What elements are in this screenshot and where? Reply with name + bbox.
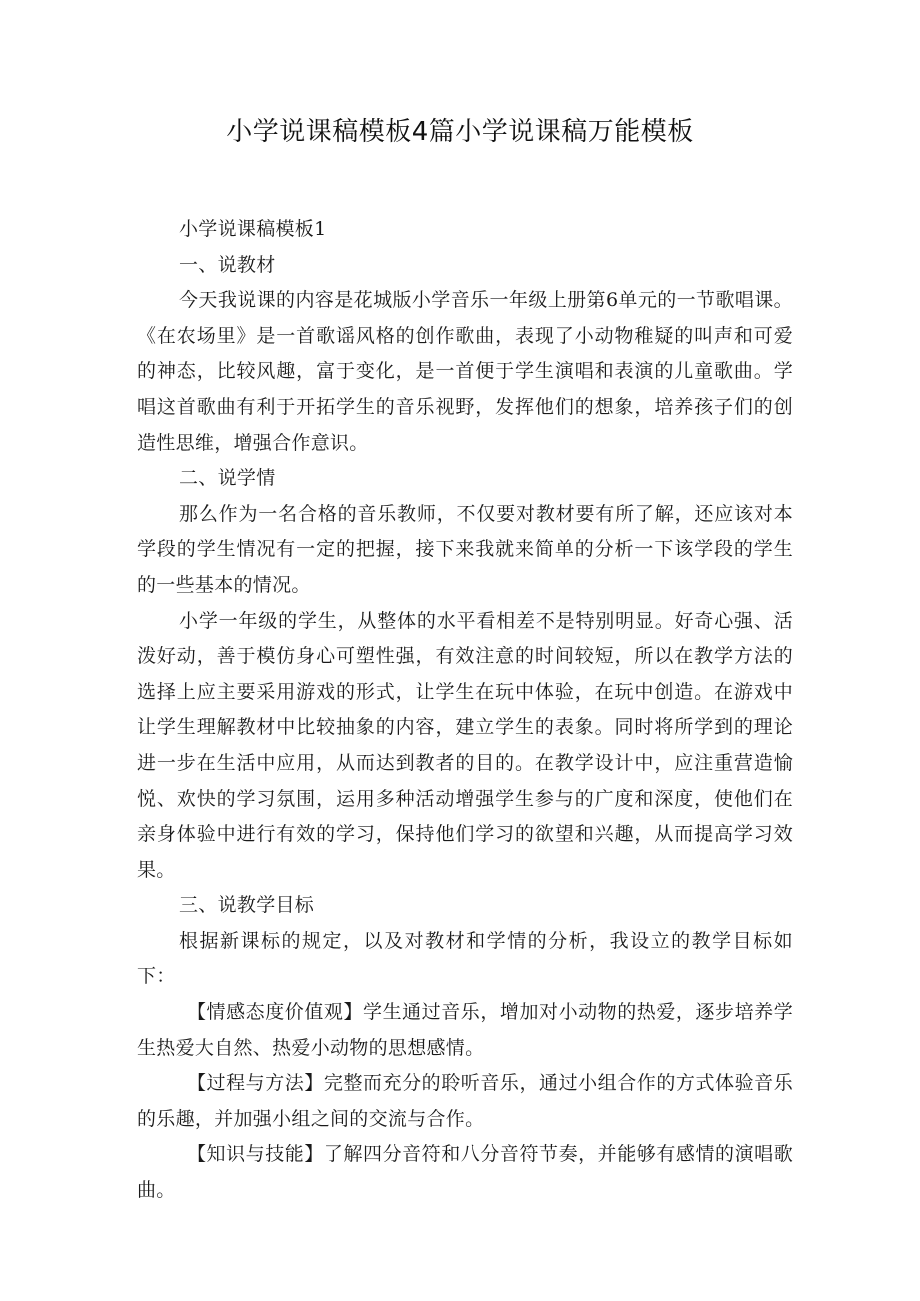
document-title: 小学说课稿模板4篇小学说课稿万能模板: [226, 117, 694, 147]
paragraph-students-intro: 那么作为一名合格的音乐教师，不仅要对教材要有所了解，还应该对本学段的学生情况有一定的把握，接下来我就来简单的分析一下该学段的学生的一些基本的情况。: [137, 502, 793, 596]
goal-emotion: 【情感态度价值观】学生通过音乐，增加对小动物的热爱，逐步培养学生热爱大自然、热爱小动物的思想感情。: [137, 1001, 793, 1059]
section-heading-textbook: 一、说教材: [179, 253, 276, 276]
paragraph-students-analysis: 小学一年级的学生，从整体的水平看相差不是特别明显。好奇心强、活泼好动，善于模仿身心可塑性强，有效注意的时间较短，所以在教学方法的选择上应主要采用游戏的形式，让学生在玩中体验，在玩中创造。在游戏中让学生理解教材中比较抽象的内容，建立学生的表象。同时将所学到的理论进一步在生活中应用，从而达到教者的目的。在教学设计中，应注重营造愉悦、欢快的学习氛围，运用多种活动增强学生参与的广度和深度，使他们在亲身体验中进行有效的学习，保持他们学习的欲望和兴趣，从而提高学习效果。: [137, 609, 793, 881]
paragraph-goals-intro: 根据新课标的规定，以及对教材和学情的分析，我设立的教学目标如下：: [137, 929, 793, 988]
goal-knowledge: 【知识与技能】了解四分音符和八分音符节奏，并能够有感情的演唱歌曲。: [137, 1143, 793, 1202]
section-heading-students: 二、说学情: [179, 467, 276, 490]
section-heading-template-1: 小学说课稿模板1: [179, 218, 327, 240]
section-heading-goals: 三、说教学目标: [179, 894, 315, 917]
document-body: [137, 212, 793, 1209]
goal-process: 【过程与方法】完整而充分的聆听音乐，通过小组合作的方式体验音乐的乐趣，并加强小组之间的交流与合作。: [137, 1072, 793, 1130]
paragraph-textbook: 今天我说课的内容是花城版小学音乐一年级上册第6单元的一节歌唱课。《在农场里》是一首歌谣风格的创作歌曲，表现了小动物稚疑的叫声和可爱的神态，比较风趣，富于变化，是一首便于学生演唱和表演的儿童歌曲。学唱这首歌曲有利于开拓学生的音乐视野，发挥他们的想象，培养孩子们的创造性思维，增强合作意识。: [137, 289, 793, 454]
